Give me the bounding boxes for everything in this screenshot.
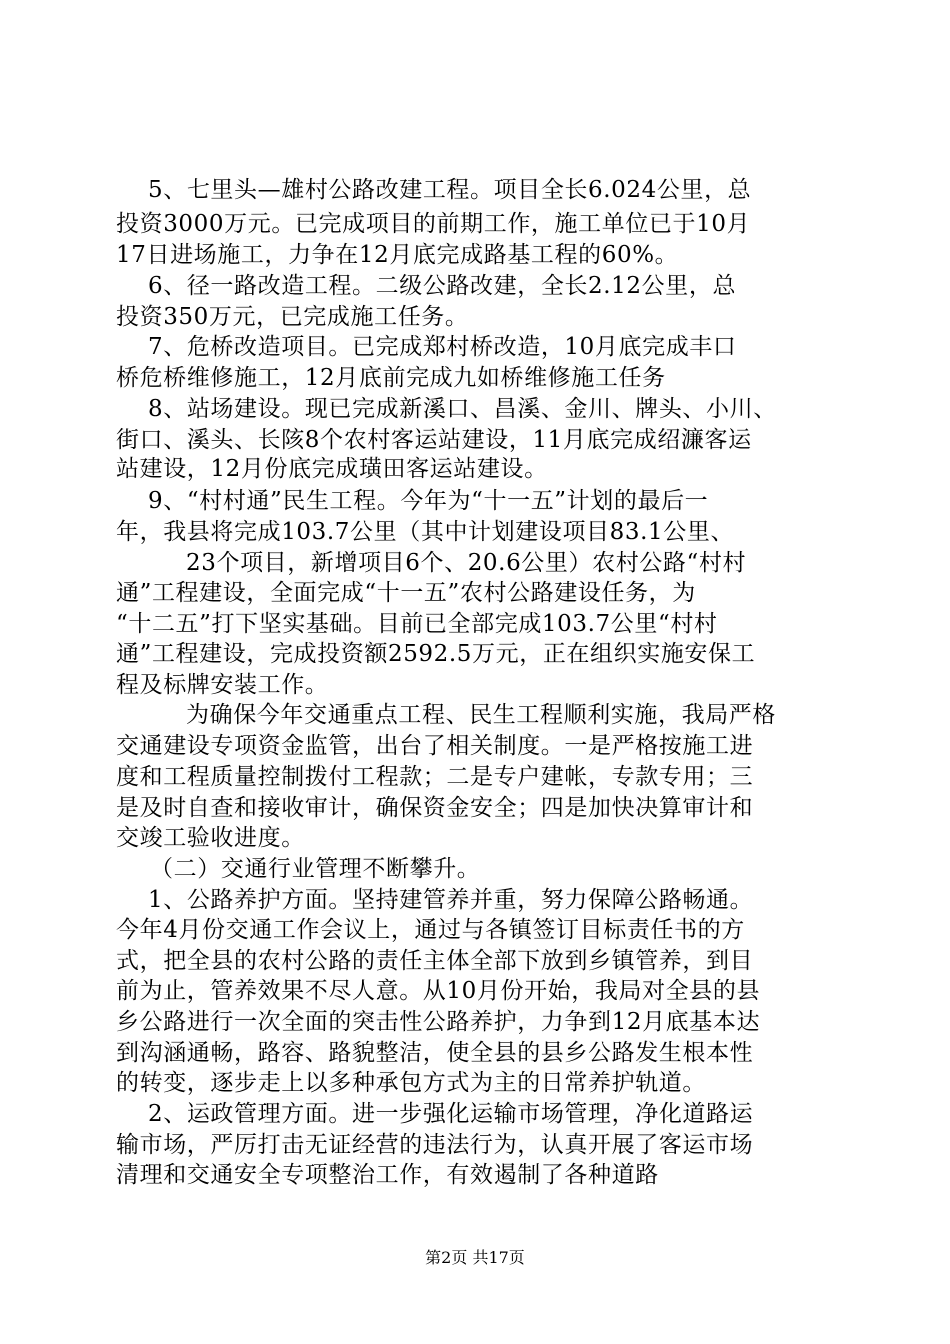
text-line: 街口、溪头、长陔8个农村客运站建设，11月底完成绍濂客运 [116, 427, 752, 453]
text-line: 5、七里头—雄村公路改建工程。项目全长6.024公里，总 [148, 177, 752, 203]
text-line: 8、站场建设。现已完成新溪口、昌溪、金川、牌头、小川、 [148, 396, 777, 422]
text-line: “十二五”打下坚实基础。目前已全部完成103.7公里“村村 [116, 611, 718, 637]
text-line: 投资3000万元。已完成项目的前期工作，施工单位已于10月 [116, 211, 751, 237]
text-line: 的转变，逐步走上以多种承包方式为主的日常养护轨道。 [116, 1070, 706, 1096]
text-line: 通”工程建设，全面完成“十一五”农村公路建设任务，为 [116, 580, 696, 606]
text-line: 6、径一路改造工程。二级公路改建，全长2.12公里，总 [148, 273, 737, 299]
text-line: 交竣工验收进度。 [116, 825, 305, 851]
text-line: 投资350万元，已完成施工任务。 [116, 304, 469, 330]
text-line: 23个项目，新增项目6个、20.6公里）农村公路“村村 [186, 550, 747, 576]
text-line: 式，把全县的农村公路的责任主体全部下放到乡镇管养，到目 [116, 948, 754, 974]
text-line: 程及标牌安装工作。 [116, 672, 329, 698]
text-line: 17日进场施工，力争在12月底完成路基工程的60%。 [116, 242, 679, 268]
text-line: 到沟涵通畅，路容、路貌整洁，使全县的县乡公路发生根本性 [116, 1040, 754, 1066]
text-line: 9、“村村通”民生工程。今年为“十一五”计划的最后一 [148, 488, 709, 514]
text-line: 为确保今年交通重点工程、民生工程顺利实施，我局严格 [186, 702, 776, 728]
text-line: 通”工程建设，完成投资额2592.5万元，正在组织实施安保工 [116, 641, 756, 667]
text-line: 今年4月份交通工作会议上，通过与各镇签订目标责任书的方 [116, 917, 745, 943]
text-line: 7、危桥改造项目。已完成郑村桥改造，10月底完成丰口 [148, 334, 737, 360]
text-line: 清理和交通安全专项整治工作，有效遏制了各种道路 [116, 1162, 659, 1188]
text-line: 年，我县将完成103.7公里（其中计划建设项目83.1公里、 [116, 519, 735, 545]
text-line: 1、公路养护方面。坚持建管养并重，努力保障公路畅通。 [148, 887, 754, 913]
text-line: 站建设，12月份底完成璜田客运站建设。 [116, 456, 548, 482]
text-line: 输市场，严厉打击无证经营的违法行为，认真开展了客运市场 [116, 1132, 754, 1158]
text-line: 交通建设专项资金监管，出台了相关制度。一是严格按施工进 [116, 733, 754, 759]
text-line: 度和工程质量控制拨付工程款；二是专户建帐，专款专用；三 [116, 764, 754, 790]
text-line: 前为止，管养效果不尽人意。从10月份开始，我局对全县的县 [116, 978, 761, 1004]
text-line: 桥危桥维修施工，12月底前完成九如桥维修施工任务 [116, 365, 666, 391]
text-line: （二）交通行业管理不断攀升。 [150, 856, 481, 882]
text-line: 是及时自查和接收审计，确保资金安全；四是加快决算审计和 [116, 795, 754, 821]
text-line: 2、运政管理方面。进一步强化运输市场管理，净化道路运 [148, 1101, 754, 1127]
page-footer: 第2页 共17页 [425, 1248, 525, 1267]
text-line: 乡公路进行一次全面的突击性公路养护，力争到12月底基本达 [116, 1009, 761, 1035]
